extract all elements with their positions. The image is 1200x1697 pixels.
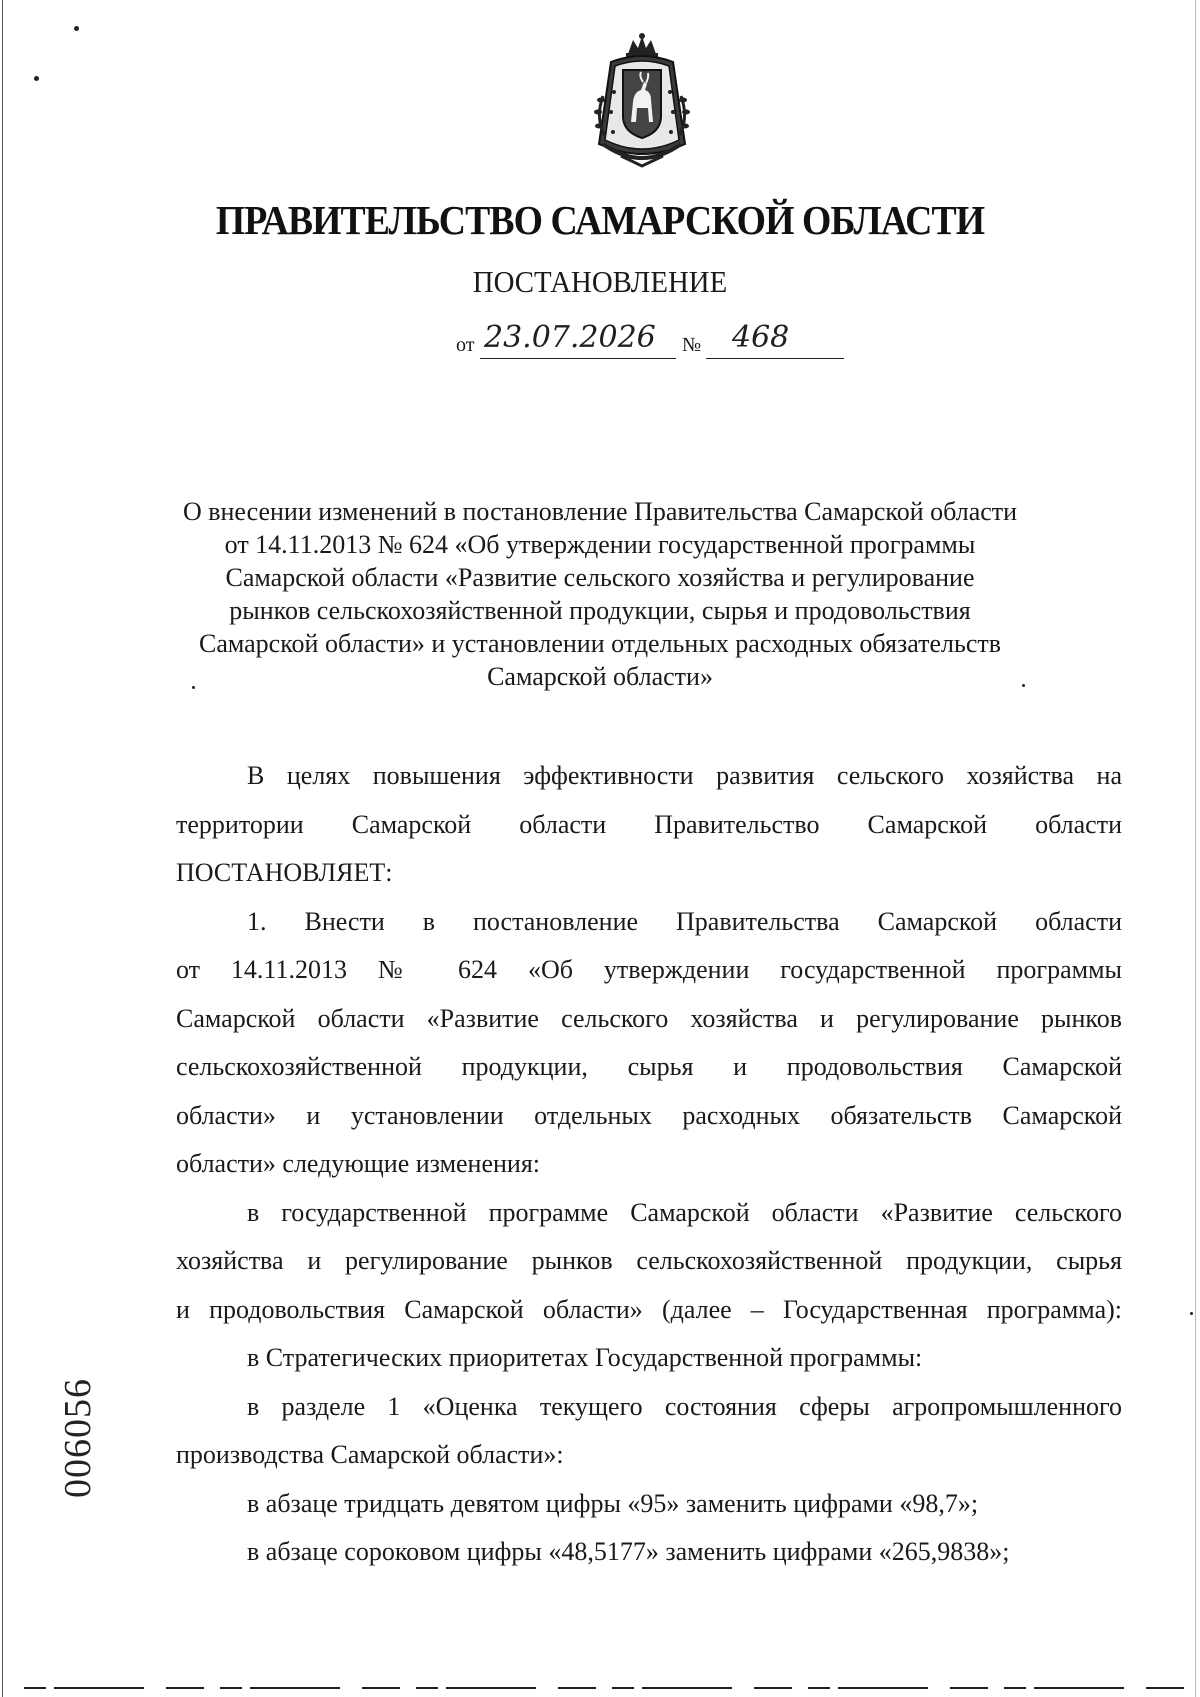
coat-of-arms-samara-icon bbox=[581, 32, 703, 170]
scan-speck bbox=[34, 76, 39, 81]
body-line: в разделе 1 «Оценка текущего состояния сферы агропромышленного bbox=[247, 1391, 1122, 1421]
scan-bottom-edge bbox=[24, 1687, 1194, 1689]
number-prefix: № bbox=[682, 334, 702, 356]
government-title: ПРАВИТЕЛЬСТВО САМАРСКОЙ ОБЛАСТИ bbox=[215, 197, 985, 243]
body-line: области» и установлении отдельных расходных обязательств Самарской bbox=[176, 1100, 1122, 1130]
body-line: производства Самарской области»: bbox=[176, 1440, 564, 1469]
number-underline bbox=[706, 358, 844, 359]
body-line: сельскохозяйственной продукции, сырья и продовольствия Самарской bbox=[176, 1052, 1122, 1081]
body-line: области» следующие изменения: bbox=[176, 1149, 541, 1178]
date-underline bbox=[480, 358, 676, 359]
date-number-line bbox=[456, 320, 856, 360]
body-line: в государственной программе Самарской области «Развитие сельского bbox=[247, 1197, 1122, 1227]
body-line: и продовольствия Самарской области» (далее – Государственная программа): bbox=[176, 1294, 1122, 1324]
body-line: территории Самарской области Правительство Самарской области bbox=[176, 809, 1122, 839]
heading-line: Самарской области «Развитие сельского хозяйства и регулирование bbox=[225, 563, 975, 592]
heading-line: Самарской области» и установлении отдельных расходных обязательств bbox=[198, 629, 1001, 658]
handwritten-date: 23.07.2026 bbox=[484, 320, 656, 355]
side-stamp-number: 006056 bbox=[57, 1378, 99, 1498]
heading-line: от 14.11.2013 № 624 «Об утверждении государственной программы bbox=[224, 530, 976, 559]
handwritten-number: 468 bbox=[732, 320, 790, 355]
date-prefix: от bbox=[456, 334, 475, 356]
document-heading bbox=[170, 495, 1030, 693]
scan-edge-right bbox=[1195, 0, 1196, 1697]
heading-line: О внесении изменений в постановление Правительства Самарской области bbox=[182, 497, 1018, 526]
body-line: в абзаце тридцать девятом цифры «95» заменить цифрами «98,7»; bbox=[247, 1488, 979, 1518]
body-line: ПОСТАНОВЛЯЕТ: bbox=[176, 858, 393, 887]
body-line: в абзаце сороковом цифры «48,5177» заменить цифрами «265,9838»; bbox=[247, 1537, 1010, 1566]
scan-edge-left bbox=[2, 0, 3, 1697]
body-line: 1. Внести в постановление Правительства Самарской области bbox=[247, 906, 1122, 936]
body-line: хозяйства и регулирование рынков сельскохозяйственной продукции, сырья bbox=[176, 1246, 1122, 1275]
scan-speck bbox=[74, 26, 79, 31]
body-line: В целях повышения эффективности развития сельского хозяйства на bbox=[247, 761, 1122, 790]
scan-speck bbox=[1190, 1312, 1193, 1315]
document-type: ПОСТАНОВЛЕНИЕ bbox=[472, 264, 728, 299]
heading-line: рынков сельскохозяйственной продукции, сырья и продовольствия bbox=[229, 596, 971, 625]
document-body bbox=[176, 752, 1122, 1577]
body-line: в Стратегических приоритетах Государственной программы: bbox=[247, 1343, 923, 1372]
body-line: Самарской области «Развитие сельского хозяйства и регулирование рынков bbox=[176, 1003, 1122, 1033]
heading-line: Самарской области» bbox=[487, 662, 713, 691]
body-line: от 14.11.2013 № 624 «Об утверждении государственной программы bbox=[176, 955, 1122, 984]
